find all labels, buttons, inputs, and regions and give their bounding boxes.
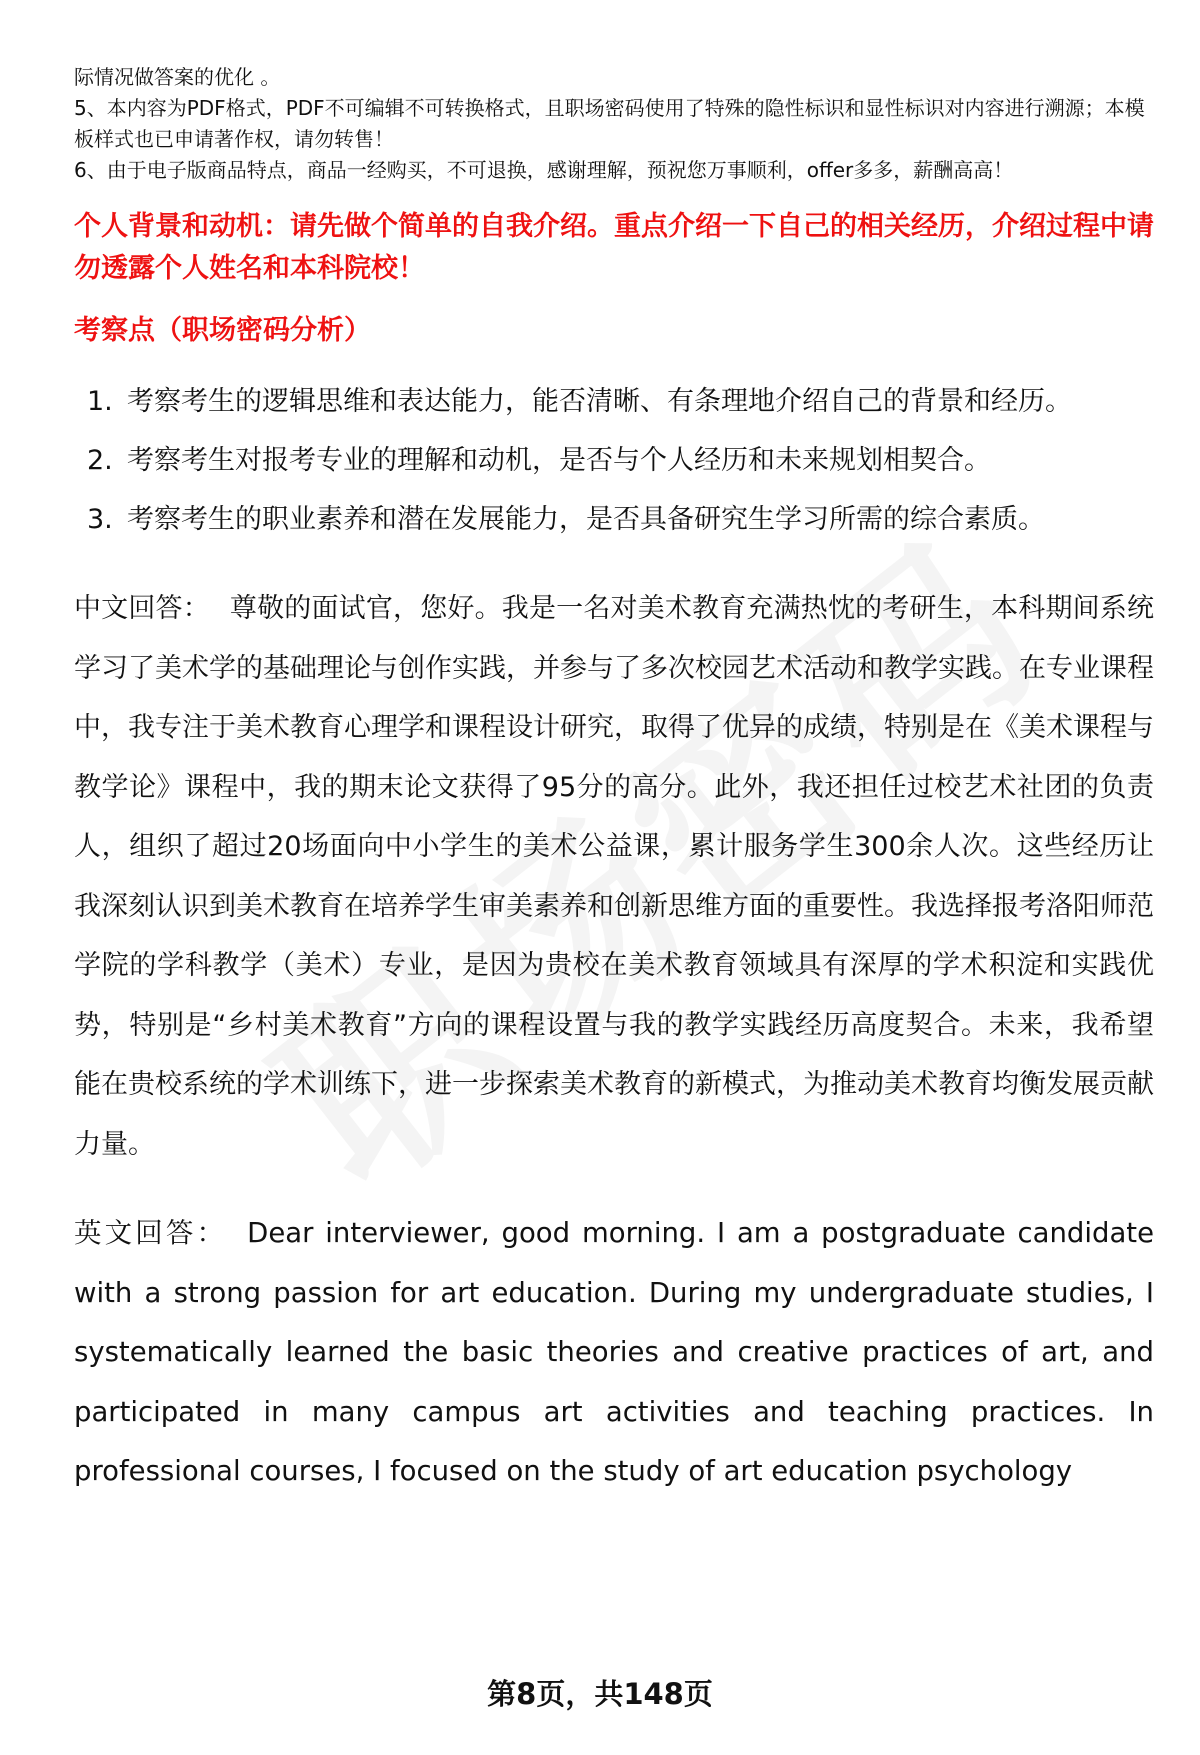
- list-item: [74, 490, 1154, 549]
- list-item-number: 1.: [87, 386, 113, 417]
- english-answer: [74, 1204, 1154, 1502]
- chinese-answer-text: 尊敬的面试官，您好。我是一名对美术教育充满热忱的考研生，本科期间系统学习了美术学的基础理论与创作实践，并参与了多次校园艺术活动和教学实践。在专业课程中，我专注于美术教育心理学和课程设计研究，取得了优异的成绩，特别是在《美术课程与教学论》课程中，我的期末论文获得了95分的高分。此外，我还担任过校艺术社团的负责人，组织了超过20场面向中小学生的美术公益课，累计服务学生300余人次。这些经历让我深刻认识到美术教育在培养学生审美素养和创新思维方面的重要性。我选择报考洛阳师范学院的学科教学（美术）专业，是因为贵校在美术教育领域具有深厚的学术积淀和实践优势，特别是“乡村美术教育”方向的课程设置与我的教学实践经历高度契合。未来，我希望能在贵校系统的学术训练下，进一步探索美术教育的新模式，为推动美术教育均衡发展贡献力量。: [74, 593, 1154, 1160]
- list-item-number: 2.: [87, 445, 113, 476]
- analysis-heading: 考察点（职场密码分析）: [74, 315, 371, 346]
- list-item: [74, 372, 1154, 431]
- note-line: 际情况做答案的优化 。: [74, 65, 281, 89]
- notes-section: [74, 62, 1154, 186]
- note-line: 5、本内容为PDF格式，PDF不可编辑不可转换格式，且职场密码使用了特殊的隐性标识和显性标识对内容进行溯源；本模板样式也已申请著作权，请勿转售！: [74, 96, 1145, 151]
- list-item-text: 考察考生的职业素养和潜在发展能力，是否具备研究生学习所需的综合素质。: [127, 504, 1045, 535]
- english-answer-label: 英文回答：: [74, 1217, 228, 1249]
- list-item: [74, 431, 1154, 490]
- chinese-answer: [74, 579, 1154, 1174]
- page-content: [74, 62, 1154, 1502]
- note-line: 6、由于电子版商品特点，商品一经购买，不可退换，感谢理解，预祝您万事顺利，offer多多，薪酬高高！: [74, 158, 1014, 182]
- page-footer: [0, 1672, 1200, 1713]
- page-number: 第8页，共148页: [487, 1677, 713, 1711]
- chinese-answer-label: 中文回答：: [74, 593, 210, 624]
- list-item-text: 考察考生的逻辑思维和表达能力，能否清晰、有条理地介绍自己的背景和经历。: [127, 386, 1072, 417]
- list-item-text: 考察考生对报考专业的理解和动机，是否与个人经历和未来规划相契合。: [127, 445, 991, 476]
- english-answer-text: Dear interviewer, good morning. I am a postgraduate candidate with a strong passion for art education. During my undergraduate studies, I systematically learned the basic theories and creative practices of art, and participated in many campus art activities and teaching practices. In professional courses, I focused on the study of art education psychology: [74, 1217, 1154, 1487]
- analysis-points-list: [74, 372, 1154, 549]
- list-item-number: 3.: [87, 504, 113, 535]
- question-heading: 个人背景和动机：请先做个简单的自我介绍。重点介绍一下自己的相关经历，介绍过程中请勿透露个人姓名和本科院校！: [74, 211, 1154, 284]
